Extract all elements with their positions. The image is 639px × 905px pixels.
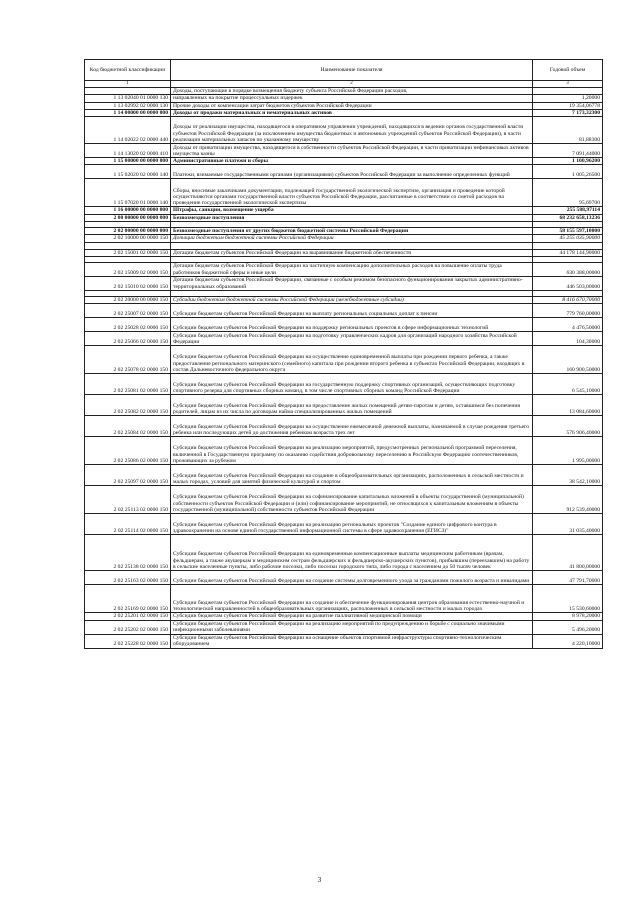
table-row (85, 158, 603, 165)
row-value: 95,69700 (533, 179, 603, 207)
header-code: Код бюджетной классификации (85, 60, 171, 81)
row-code: 1 15 00000 00 0000 000 (85, 158, 171, 165)
table-row (85, 571, 603, 585)
row-name: Доходы от продажи материальных и нематериальных активов (171, 109, 533, 116)
row-code (85, 242, 171, 249)
table-row (85, 117, 603, 144)
table-row (85, 486, 603, 514)
row-value (533, 242, 603, 249)
row-value: 7 173,32300 (533, 109, 603, 116)
row-name: Субсидии бюджетам субъектов Российской Федерации на поддержку региональных проектов в сфере информационных технологий (171, 318, 533, 332)
row-value: 41 800,00000 (533, 535, 603, 571)
row-name: Субсидии бюджетам субъектов Российской Федерации на софинансирование капитальных вложений в объекты государственной (муниципальной) собственности субъектов Российской Федерации и (или) софинансирование мероприятий, не относящихся к капитальным вложениям в объекты государственной (муниципальной) собственности субъектов Российской Федерации (171, 486, 533, 514)
row-name: Штрафы, санкции, возмещение ущерба (171, 207, 533, 214)
row-code: 2 02 25086 02 0000 150 (85, 437, 171, 465)
header-volume: Годовой объем (533, 60, 603, 81)
table-row (85, 620, 603, 634)
row-code: 2 02 25228 02 0000 150 (85, 634, 171, 648)
row-code: 2 00 00000 00 0000 000 (85, 214, 171, 221)
row-code: 2 02 15001 02 0000 150 (85, 249, 171, 256)
table-header-row (85, 60, 603, 81)
row-code: 2 02 25028 02 0000 150 (85, 318, 171, 332)
table-row (85, 262, 603, 276)
table-row (85, 165, 603, 179)
row-value: 4 220,10000 (533, 634, 603, 648)
row-code: 2 02 15009 02 0000 150 (85, 262, 171, 276)
row-value: 576 906,40000 (533, 416, 603, 437)
table-row (85, 95, 603, 102)
row-code: 2 02 25113 02 0000 150 (85, 486, 171, 514)
row-code: 2 02 10000 00 0000 150 (85, 235, 171, 242)
row-value: 68 232 658,13236 (533, 214, 603, 221)
row-name: Субсидии бюджетам субъектов Российской Федерации на подготовку управленческих кадров для организаций народного хозяйства Российской Федерации (171, 332, 533, 346)
row-name: Дотации бюджетам субъектов Российской Федерации на частичную компенсацию дополнительных расходов на повышение оплаты труда работников бюджетной сферы и иные цели (171, 262, 533, 276)
row-value: 31 035,40000 (533, 514, 603, 535)
column-number: 3 (533, 81, 603, 88)
row-value: 15 530,60000 (533, 585, 603, 613)
row-value: 630 388,00000 (533, 262, 603, 276)
page-number: 3 (317, 876, 322, 884)
row-code: 2 02 25081 02 0000 150 (85, 374, 171, 395)
row-name: Доходы, поступающие в порядке возмещения бюджету субъекта Российской Федерации расходов, (171, 88, 533, 95)
row-name: направленных на покрытие процессуальных издержек (171, 95, 533, 102)
row-code: 1 14 02022 02 0000 440 (85, 117, 171, 144)
row-name: Субсидии бюджетам субъектов Российской Федерации на создание и обеспечение функционирования центров образования естественно-научной и технологической направленностей в общеобразовательных организациях, расположенных в сельской местности и малых городах (171, 585, 533, 613)
row-value: 81,88300 (533, 117, 603, 144)
row-value: 47 791,70000 (533, 571, 603, 585)
table-row (85, 585, 603, 613)
row-code: 1 13 02040 01 0000 130 (85, 95, 171, 102)
row-name: Дотации бюджетам субъектов Российской Федерации на выравнивание бюджетной обеспеченности (171, 249, 533, 256)
row-name: Безвозмездные поступления (171, 214, 533, 221)
row-code: 2 02 25082 02 0000 150 (85, 395, 171, 416)
row-value (533, 88, 603, 95)
row-value: 58 155 597,10000 (533, 228, 603, 235)
row-name: Субсидии бюджетам субъектов Российской Федерации на реализацию мероприятий по предупреждению и борьбе с социально значимыми инфекционными заболеваниями (171, 620, 533, 634)
row-code: 1 15 07020 01 0000 140 (85, 179, 171, 207)
table-row (85, 144, 603, 158)
table-row (85, 228, 603, 235)
row-name: Субсидии бюджетам субъектов Российской Федерации на создание в общеобразовательных организациях, расположенных в сельской местности и малых городах, условий для занятий физической культурой и спортом (171, 465, 533, 486)
row-name: Субсидии бюджетам субъектов Российской Федерации на государственную поддержку спортивных организаций, осуществляющих подготовку спортивного резерва для спортивных сборных команд, в том числе спортивных сборных команд Российской Федерации (171, 374, 533, 395)
row-name: Сборы, вносимые заказчиками документации, подлежащей государственной экологической экспертизе, организация и проведение которой осуществляются органами государственной власти субъектов Российской Федерации, рассчитанные в соответствии со сметой расходов на проведение государственной экологической экспертизы (171, 179, 533, 207)
row-code: 2 02 25163 02 0000 150 (85, 571, 171, 585)
table-row (85, 514, 603, 535)
table-row (85, 318, 603, 332)
row-code: 2 02 20000 00 0000 150 (85, 296, 171, 303)
row-value: 38 542,10000 (533, 465, 603, 486)
table-body (85, 88, 603, 649)
row-code: 2 02 25138 02 0000 150 (85, 535, 171, 571)
table-row (85, 242, 603, 249)
row-name: Субсидии бюджетам субъектов Российской Федерации на единовременные компенсационные выплаты медицинским работникам (врачам, фельдшерам, а также акушеркам и медицинским сестрам фельдшерских и фельдшерско-акушерских пунктов), прибывшим (переехавшим) на работу в сельские населенные пункты, либо рабочие поселки, либо поселки городского типа, либо города с населением до 50 тысяч человек (171, 535, 533, 571)
row-code: 2 02 25202 02 0000 150 (85, 620, 171, 634)
row-name: Субсидии бюджетам субъектов Российской Федерации на осуществление единовременной выплаты при рождении первого ребенка, а также предоставление регионального материнского (семейного) капитала при рождении второго ребенка в субъектах Российской Федерации, входящих в состав Дальневосточного федерального округа (171, 346, 533, 374)
row-name: Субсидии бюджетам субъектов Российской Федерации на развитие паллиативной медицинской помощи (171, 613, 533, 620)
row-code: 2 02 25097 02 0000 150 (85, 465, 171, 486)
row-name: Дотации бюджетам субъектов Российской Федерации, связанные с особым режимом безопасного функционирования закрытых административно-территориальных образований (171, 276, 533, 290)
row-code: 1 15 02020 02 0000 140 (85, 165, 171, 179)
row-name: Субсидии бюджетам субъектов Российской Федерации на реализацию региональных проектов "Создание единого цифрового контура в здравоохранении на основе единой государственной информационной системы в сфере здравоохранения (ЕГИСЗ)" (171, 514, 533, 535)
row-code: 2 02 25007 02 0000 150 (85, 304, 171, 318)
table-row (85, 613, 603, 620)
row-code: 1 14 13020 02 0000 410 (85, 144, 171, 158)
table-row (85, 109, 603, 116)
table-row (85, 214, 603, 221)
row-code: 2 02 25169 02 0000 150 (85, 585, 171, 613)
table-row (85, 535, 603, 571)
row-name: Субсидии бюджетам субъектов Российской Федерации на выплату региональных социальных доплат к пенсии (171, 304, 533, 318)
table-row (85, 634, 603, 648)
row-value: 6 545,10000 (533, 374, 603, 395)
table-row (85, 249, 603, 256)
row-value: 1 995,00000 (533, 437, 603, 465)
table-row (85, 88, 603, 95)
row-name: Субсидии бюджетам субъектов Российской Федерации на оснащение объектов спортивной инфраструктуры спортивно-технологическим оборудованием (171, 634, 533, 648)
row-value: 7 091,44000 (533, 144, 603, 158)
row-name: Прочие доходы от компенсации затрат бюджетов субъектов Российской Федерации (171, 102, 533, 109)
row-value: 1,20000 (533, 95, 603, 102)
row-value: 8 978,20000 (533, 613, 603, 620)
row-value: 4 476,50000 (533, 318, 603, 332)
table-row (85, 207, 603, 214)
column-number-row (85, 81, 603, 88)
row-code: 2 02 15010 02 0000 150 (85, 276, 171, 290)
table-row (85, 437, 603, 465)
row-code: 2 02 25114 02 0000 150 (85, 514, 171, 535)
table-row (85, 395, 603, 416)
row-value: 13 084,60000 (533, 395, 603, 416)
row-name: Платежи, взимаемые государственными органами (организациями) субъектов Российской Федерации за выполнение определенных функций (171, 165, 533, 179)
row-name: Субсидии бюджетам бюджетной системы Российской Федерации (межбюджетные субсидии) (171, 296, 533, 303)
row-value: 45 255 035,90000 (533, 235, 603, 242)
row-value: 104,30000 (533, 332, 603, 346)
row-code: 2 02 25066 02 0000 150 (85, 332, 171, 346)
row-value: 446 503,00000 (533, 276, 603, 290)
row-value: 5 496,20000 (533, 620, 603, 634)
row-value: 1 005,26500 (533, 165, 603, 179)
column-number: 1 (85, 81, 171, 88)
row-value: 255 588,97114 (533, 207, 603, 214)
budget-table (84, 59, 603, 649)
row-name: Доходы от приватизации имущества, находящегося в собственности субъектов Российской Федерации, в части приватизации нефинансовых активов имущества казны (171, 144, 533, 158)
row-name: Безвозмездные поступления от других бюджетов бюджетной системы Российской Федерации (171, 228, 533, 235)
row-value: 779 760,00000 (533, 304, 603, 318)
row-value: 912 539,40000 (533, 486, 603, 514)
column-number: 2 (171, 81, 533, 88)
table-row (85, 416, 603, 437)
row-name: Дотации бюджетам бюджетной системы Российской Федерации (171, 235, 533, 242)
table-row (85, 276, 603, 290)
header-name: Наименование показателя (171, 60, 533, 81)
table-row (85, 346, 603, 374)
row-code: 2 02 00000 00 0000 000 (85, 228, 171, 235)
row-name: Доходы от реализации имущества, находящегося в оперативном управлении учреждений, находящихся в ведении органов государственной власти субъектов Российской Федерации (за исключением имущества бюджетных и автономных учреждений субъектов Российской Федерации), в части реализации материальных запасов по указанному имуществу (171, 117, 533, 144)
row-name (171, 242, 533, 249)
row-name: Субсидии бюджетам субъектов Российской Федерации на создание системы долговременного ухода за гражданами пожилого возраста и инвалидами (171, 571, 533, 585)
row-value: 19 354,06778 (533, 102, 603, 109)
table-row (85, 304, 603, 318)
table-row (85, 235, 603, 242)
table-row (85, 465, 603, 486)
row-code: 2 02 25078 02 0000 150 (85, 346, 171, 374)
row-name: Субсидии бюджетам субъектов Российской Федерации на реализацию мероприятий, предусмотренных региональной программой переселения, включенной в Государственную программу по оказанию содействия добровольному переселению в Российскую Федерацию соотечественников, проживающих за рубежом (171, 437, 533, 465)
table-row (85, 296, 603, 303)
row-name: Субсидии бюджетам субъектов Российской Федерации на предоставление жилых помещений детям-сиротам и детям, оставшимся без попечения родителей, лицам из их числа по договорам найма специализированных жилых помещений (171, 395, 533, 416)
row-value: 44 178 144,90000 (533, 249, 603, 256)
row-code: 1 16 00000 00 0000 000 (85, 207, 171, 214)
row-code: 1 13 02992 02 0000 130 (85, 102, 171, 109)
row-value: 160 900,50000 (533, 346, 603, 374)
table-row (85, 332, 603, 346)
table-row (85, 102, 603, 109)
row-name: Административные платежи и сборы (171, 158, 533, 165)
row-code: 2 02 25084 02 0000 150 (85, 416, 171, 437)
row-code (85, 88, 171, 95)
table-row (85, 374, 603, 395)
row-name: Субсидии бюджетам субъектов Российской Федерации на осуществление ежемесячной денежной выплаты, назначаемой в случае рождения третьего ребенка или последующих детей до достижения ребенком возраста трех лет (171, 416, 533, 437)
row-code: 2 02 25201 02 0000 150 (85, 613, 171, 620)
row-code: 1 14 00000 00 0000 000 (85, 109, 171, 116)
row-value: 1 100,96200 (533, 158, 603, 165)
row-value: 8 416 670,70000 (533, 296, 603, 303)
table-row (85, 179, 603, 207)
